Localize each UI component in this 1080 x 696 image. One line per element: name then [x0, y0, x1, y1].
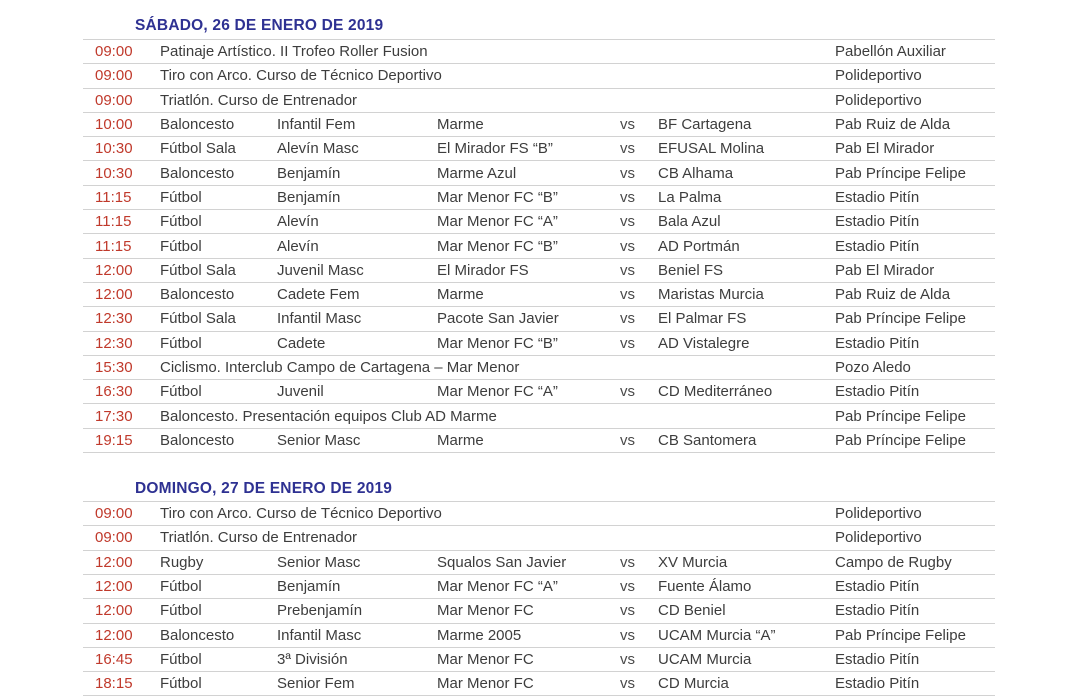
- category-cell: Alevín Masc: [277, 140, 359, 158]
- sport-cell: Fútbol: [160, 188, 202, 206]
- time-cell: 12:30: [95, 334, 133, 352]
- event-cell: Ciclismo. Interclub Campo de Cartagena – Mar Menor: [160, 359, 520, 376]
- away-team-cell: CB Santomera: [658, 431, 757, 449]
- away-team-cell: Beniel FS: [658, 261, 724, 279]
- vs-cell: vs: [620, 650, 635, 668]
- home-team-cell: Marme 2005: [437, 626, 522, 644]
- time-cell: 10:30: [95, 140, 133, 158]
- venue-cell: Campo de Rugby: [835, 553, 952, 571]
- vs-cell: vs: [620, 602, 635, 620]
- time-cell: 12:00: [95, 261, 133, 279]
- vs-cell: vs: [620, 553, 635, 571]
- time-cell: 12:00: [95, 626, 133, 644]
- sport-cell: Baloncesto: [160, 626, 235, 644]
- schedule-row: [83, 307, 995, 331]
- home-team-cell: Mar Menor FC: [437, 602, 534, 620]
- event-cell: Triatlón. Curso de Entrenador: [160, 529, 358, 547]
- sport-cell: Baloncesto: [160, 116, 235, 134]
- category-cell: Infantil Masc: [277, 626, 362, 644]
- vs-cell: vs: [620, 675, 635, 693]
- away-team-cell: UCAM Murcia “A”: [658, 626, 776, 644]
- vs-cell: vs: [620, 431, 635, 449]
- schedule-row: [83, 113, 995, 137]
- sport-cell: Fútbol: [160, 213, 202, 231]
- schedule-row: [83, 672, 995, 696]
- venue-cell: Pabellón Auxiliar: [835, 43, 946, 61]
- schedule-row: [83, 210, 995, 234]
- home-team-cell: Squalos San Javier: [437, 553, 567, 571]
- event-cell: Baloncesto. Presentación equipos Club AD Marme: [160, 407, 497, 425]
- schedule-row: [83, 648, 995, 672]
- time-cell: 09:00: [95, 43, 133, 61]
- schedule-row: [83, 283, 995, 307]
- venue-cell: Polideportivo: [835, 529, 922, 547]
- vs-cell: vs: [620, 116, 635, 134]
- away-team-cell: CD Beniel: [658, 602, 726, 620]
- home-team-cell: Mar Menor FC “A”: [437, 383, 558, 401]
- away-team-cell: CD Mediterráneo: [658, 383, 773, 401]
- home-team-cell: Mar Menor FC “A”: [437, 213, 558, 231]
- sport-cell: Baloncesto: [160, 431, 235, 449]
- venue-cell: Estadio Pitín: [835, 334, 920, 352]
- schedule-row: [83, 551, 995, 575]
- category-cell: Infantil Masc: [277, 310, 362, 328]
- vs-cell: vs: [620, 140, 635, 158]
- category-cell: Juvenil Masc: [277, 261, 364, 279]
- category-cell: Alevín: [277, 213, 319, 231]
- category-cell: Senior Masc: [277, 431, 361, 449]
- venue-cell: Pab Príncipe Felipe: [835, 407, 966, 425]
- time-cell: 18:15: [95, 675, 133, 693]
- schedule-row: [83, 137, 995, 161]
- rows-table: [83, 39, 995, 453]
- category-cell: 3ª División: [277, 650, 348, 668]
- home-team-cell: Mar Menor FC “A”: [437, 578, 558, 596]
- sport-cell: Baloncesto: [160, 164, 235, 182]
- event-cell: Tiro con Arco. Curso de Técnico Deportivo: [160, 505, 442, 523]
- schedule-row: [83, 186, 995, 210]
- schedule-row: [83, 161, 995, 185]
- vs-cell: vs: [620, 310, 635, 328]
- vs-cell: vs: [620, 626, 635, 644]
- away-team-cell: BF Cartagena: [658, 116, 752, 134]
- home-team-cell: El Mirador FS “B”: [437, 140, 553, 158]
- schedule-row: [83, 259, 995, 283]
- section-title: DOMINGO, 27 DE ENERO DE 2019: [135, 480, 393, 498]
- category-cell: Cadete Fem: [277, 286, 360, 304]
- sport-cell: Fútbol Sala: [160, 261, 236, 279]
- venue-cell: Estadio Pitín: [835, 578, 920, 596]
- time-cell: 17:30: [95, 407, 133, 425]
- category-cell: Benjamín: [277, 578, 341, 596]
- venue-cell: Estadio Pitín: [835, 650, 920, 668]
- time-cell: 11:15: [95, 213, 132, 231]
- venue-cell: Pab Príncipe Felipe: [835, 310, 966, 328]
- away-team-cell: Fuente Álamo: [658, 578, 752, 596]
- home-team-cell: Mar Menor FC “B”: [437, 334, 558, 352]
- time-cell: 12:30: [95, 310, 133, 328]
- vs-cell: vs: [620, 188, 635, 206]
- schedule-row: [83, 526, 995, 550]
- category-cell: Alevín: [277, 237, 319, 255]
- schedule-row: [83, 40, 995, 64]
- away-team-cell: Maristas Murcia: [658, 286, 764, 304]
- time-cell: 10:30: [95, 164, 133, 182]
- time-cell: 19:15: [95, 431, 133, 449]
- sections: [83, 14, 995, 696]
- venue-cell: Estadio Pitín: [835, 602, 920, 620]
- time-cell: 12:00: [95, 286, 133, 304]
- sport-cell: Rugby: [160, 553, 204, 571]
- vs-cell: vs: [620, 383, 635, 401]
- home-team-cell: El Mirador FS: [437, 261, 529, 279]
- home-team-cell: Marme Azul: [437, 164, 517, 182]
- venue-cell: Pab Ruiz de Alda: [835, 286, 951, 304]
- venue-cell: Pab Príncipe Felipe: [835, 164, 966, 182]
- category-cell: Benjamín: [277, 188, 341, 206]
- away-team-cell: EFUSAL Molina: [658, 140, 765, 158]
- away-team-cell: AD Vistalegre: [658, 334, 750, 352]
- venue-cell: Pozo Aledo: [835, 359, 911, 376]
- away-team-cell: Bala Azul: [658, 213, 721, 231]
- venue-cell: Estadio Pitín: [835, 675, 920, 693]
- venue-cell: Estadio Pitín: [835, 188, 920, 206]
- sport-cell: Fútbol: [160, 650, 202, 668]
- category-cell: Prebenjamín: [277, 602, 363, 620]
- away-team-cell: CB Alhama: [658, 164, 734, 182]
- sport-cell: Fútbol: [160, 675, 202, 693]
- home-team-cell: Mar Menor FC “B”: [437, 237, 558, 255]
- sport-cell: Fútbol Sala: [160, 310, 236, 328]
- venue-cell: Estadio Pitín: [835, 213, 920, 231]
- sport-cell: Baloncesto: [160, 286, 235, 304]
- time-cell: 10:00: [95, 116, 133, 134]
- vs-cell: vs: [620, 164, 635, 182]
- schedule-row: [83, 234, 995, 258]
- time-cell: 11:15: [95, 237, 132, 255]
- schedule-section: [83, 453, 995, 696]
- schedule-row: [83, 89, 995, 113]
- venue-cell: Pab Ruiz de Alda: [835, 116, 951, 134]
- sport-cell: Fútbol: [160, 383, 202, 401]
- venue-cell: Polideportivo: [835, 91, 922, 109]
- home-team-cell: Mar Menor FC: [437, 675, 534, 693]
- vs-cell: vs: [620, 237, 635, 255]
- venue-cell: Estadio Pitín: [835, 383, 920, 401]
- schedule-section: [83, 14, 995, 453]
- category-cell: Cadete: [277, 334, 326, 352]
- time-cell: 11:15: [95, 188, 132, 206]
- vs-cell: vs: [620, 286, 635, 304]
- category-cell: Senior Fem: [277, 675, 355, 693]
- schedule-row: [83, 624, 995, 648]
- category-cell: Benjamín: [277, 164, 341, 182]
- venue-cell: Pab El Mirador: [835, 140, 935, 158]
- rows-table: [83, 501, 995, 696]
- time-cell: 09:00: [95, 529, 133, 547]
- sport-cell: Fútbol: [160, 334, 202, 352]
- home-team-cell: Mar Menor FC “B”: [437, 188, 558, 206]
- schedule-row: [83, 64, 995, 88]
- sport-cell: Fútbol: [160, 578, 202, 596]
- time-cell: 12:00: [95, 602, 133, 620]
- section-title: SÁBADO, 26 DE ENERO DE 2019: [135, 17, 384, 34]
- schedule-row: [83, 502, 995, 526]
- venue-cell: Pab Príncipe Felipe: [835, 626, 966, 644]
- category-cell: Infantil Fem: [277, 116, 356, 134]
- category-cell: Juvenil: [277, 383, 324, 401]
- sport-cell: Fútbol: [160, 237, 202, 255]
- time-cell: 09:00: [95, 91, 133, 109]
- sport-cell: Fútbol: [160, 602, 202, 620]
- schedule-row: [83, 356, 995, 380]
- schedule-row: [83, 404, 995, 428]
- time-cell: 16:45: [95, 650, 133, 668]
- event-cell: Tiro con Arco. Curso de Técnico Deportivo: [160, 67, 442, 85]
- sport-cell: Fútbol Sala: [160, 140, 236, 158]
- vs-cell: vs: [620, 261, 635, 279]
- home-team-cell: Marme: [437, 286, 484, 304]
- vs-cell: vs: [620, 334, 635, 352]
- time-cell: 12:00: [95, 553, 133, 571]
- venue-cell: Estadio Pitín: [835, 237, 920, 255]
- away-team-cell: El Palmar FS: [658, 310, 747, 328]
- schedule-row: [83, 429, 995, 453]
- schedule-row: [83, 599, 995, 623]
- schedule-row: [83, 575, 995, 599]
- time-cell: 12:00: [95, 578, 133, 596]
- home-team-cell: Marme: [437, 431, 484, 449]
- venue-cell: Polideportivo: [835, 505, 922, 523]
- event-cell: Triatlón. Curso de Entrenador: [160, 91, 358, 109]
- away-team-cell: XV Murcia: [658, 553, 728, 571]
- time-cell: 15:30: [95, 359, 133, 376]
- venue-cell: Polideportivo: [835, 67, 922, 85]
- home-team-cell: Marme: [437, 116, 484, 134]
- away-team-cell: AD Portmán: [658, 237, 740, 255]
- vs-cell: vs: [620, 213, 635, 231]
- away-team-cell: CD Murcia: [658, 675, 729, 693]
- category-cell: Senior Masc: [277, 553, 361, 571]
- home-team-cell: Mar Menor FC: [437, 650, 534, 668]
- time-cell: 09:00: [95, 505, 133, 523]
- away-team-cell: La Palma: [658, 188, 722, 206]
- vs-cell: vs: [620, 578, 635, 596]
- venue-cell: Pab Príncipe Felipe: [835, 431, 966, 449]
- schedule-row: [83, 380, 995, 404]
- time-cell: 09:00: [95, 67, 133, 85]
- schedule-row: [83, 332, 995, 356]
- time-cell: 16:30: [95, 383, 133, 401]
- schedule-document: [83, 14, 995, 696]
- event-cell: Patinaje Artístico. II Trofeo Roller Fusion: [160, 43, 428, 61]
- venue-cell: Pab El Mirador: [835, 261, 935, 279]
- home-team-cell: Pacote San Javier: [437, 310, 559, 328]
- away-team-cell: UCAM Murcia: [658, 650, 752, 668]
